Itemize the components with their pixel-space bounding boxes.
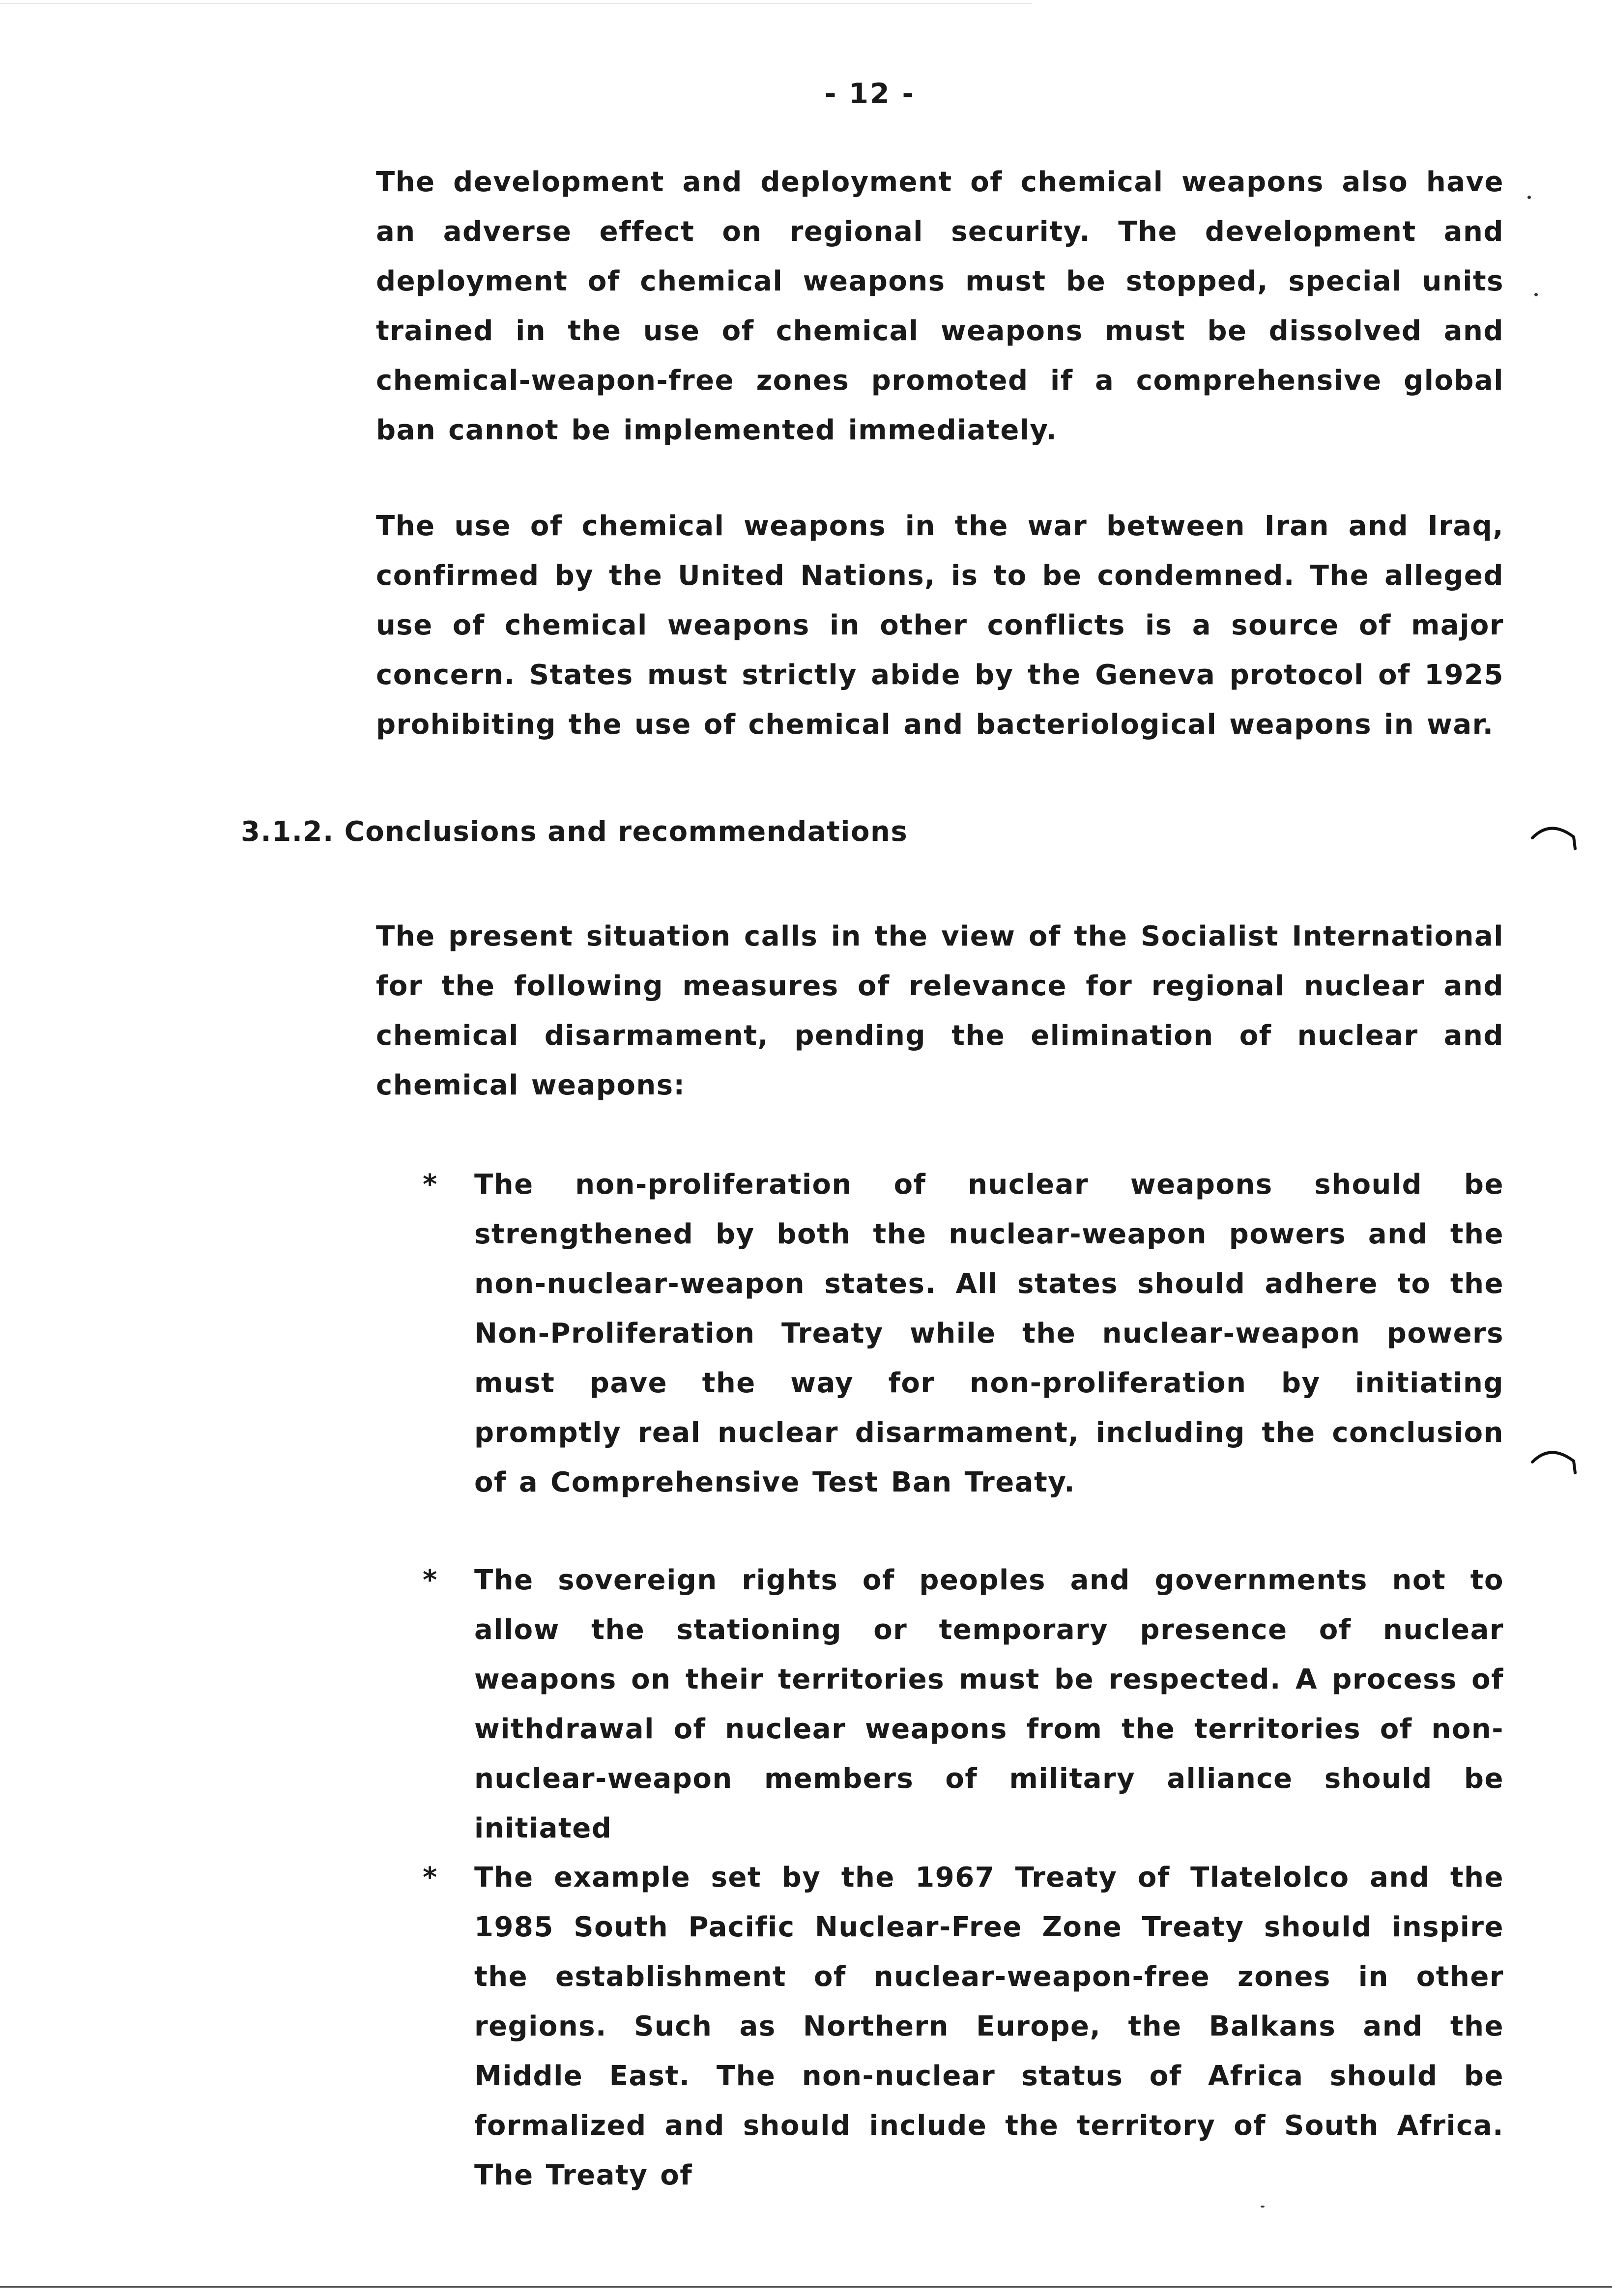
scan-speck <box>1534 293 1538 296</box>
scan-speck <box>1527 196 1531 199</box>
page-number: - 12 - <box>824 78 916 110</box>
bullet-text: The sovereign rights of peoples and governments not to allow the stationing or temporary presence of nuclear weapons on their territories must be respected. A process of withdrawal of nuclear weapons from the territories of non-nuclear-weapon members of military alliance should be initiated <box>474 1564 1504 1844</box>
bullet-text: The non-proliferation of nuclear weapons should be strengthened by both the nuclear-weapon powers and the non-nuclear-weapon states. All states should adhere to the Non-Proliferation Treaty while the nuclear-weapon powers must pave the way for non-proliferation by initiating promptly real nuclear disarmament, including the conclusion of a Comprehensive Test Ban Treaty. <box>474 1169 1504 1498</box>
paragraph-chemical-weapons-security: The development and deployment of chemical weapons also have an adverse effect on regional security. The development and deployment of chemical weapons must be stopped, special units trained in the use of chemical weapons must be dissolved and chemical-weapon-free zones promoted if a comprehensive global ban cannot be implemented immediately. <box>376 166 1504 446</box>
bullet-star-icon: * <box>423 1862 437 1894</box>
bullet-star-icon: * <box>423 1564 437 1596</box>
bullet-star-icon: * <box>423 1169 437 1201</box>
paragraph-chemical-weapons-use: The use of chemical weapons in the war between Iran and Iraq, confirmed by the United Nations, is to be condemned. The alleged use of chemical weapons in other conflicts is a source of major concern. States must strictly abide by the Geneva protocol of 1925 prohibiting the use of chemical and bacteriological weapons in war. <box>376 510 1504 741</box>
bullet-text: The example set by the 1967 Treaty of Tlatelolco and the 1985 South Pacific Nuclear-Free Zone Treaty should inspire the establishment of nuclear-weapon-free zones in other regions. Such as Northern Europe, the Balkans and the Middle East. The non-nuclear status of Africa should be formalized and should include the territory of South Africa. The Treaty of <box>474 1862 1504 2191</box>
punch-hole-arc-icon <box>1528 818 1583 858</box>
punch-hole-arc-icon <box>1528 1442 1583 1482</box>
section-heading: 3.1.2. Conclusions and recommendations <box>241 816 908 848</box>
scan-speck <box>1261 2206 1265 2208</box>
paragraph-intro-measures: The present situation calls in the view of the Socialist International for the following measures of relevance for regional nuclear and chemical disarmament, pending the elimination of nuclear and chemical weapons: <box>376 920 1504 1101</box>
scan-top-line <box>0 3 1032 4</box>
bottom-rule <box>0 2286 1612 2288</box>
